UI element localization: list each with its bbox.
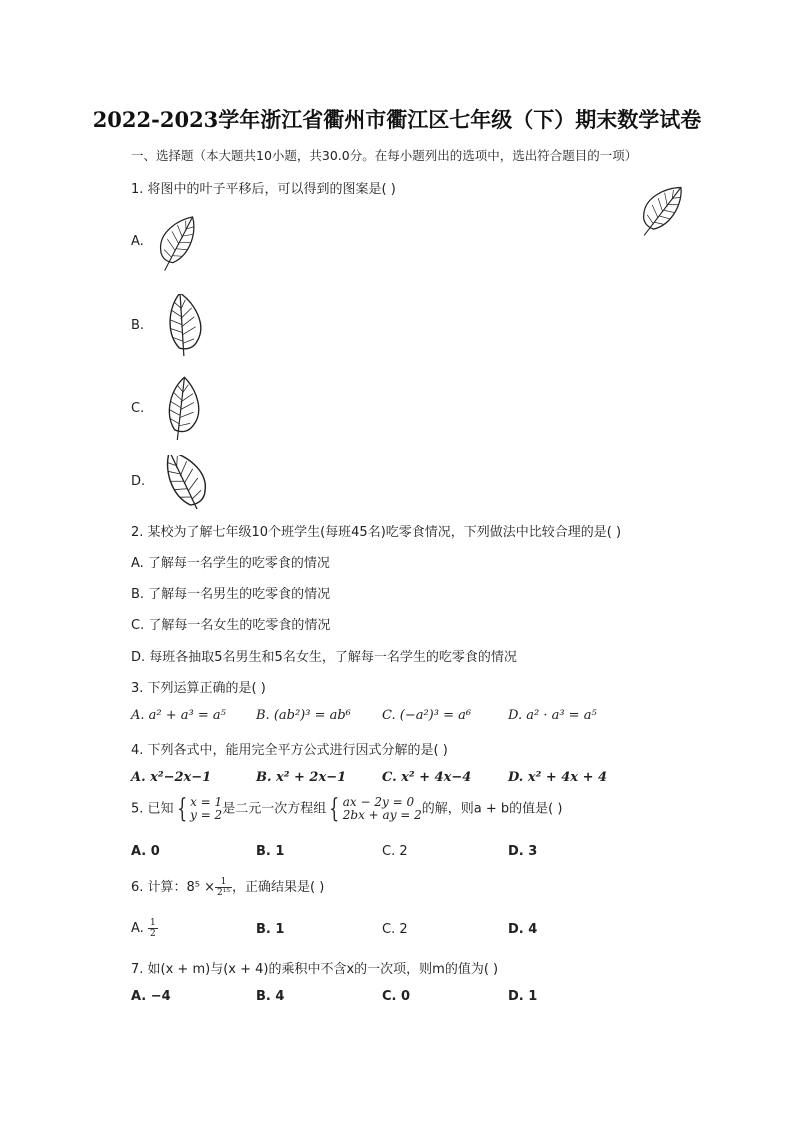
fraction-numerator: 1 [149,918,156,928]
question-3-stem: 3. 下列运算正确的是( ) [131,681,266,696]
question-4-option-b[interactable]: B. x² + 2x−1 [256,770,347,785]
question-5-stem [131,796,562,822]
question-7-option-a[interactable]: A. −4 [131,989,171,1004]
question-1-option-b-label: B. [131,318,145,333]
question-6-option-a[interactable] [131,918,158,939]
question-6-fraction [215,877,232,898]
question-6-option-d[interactable]: D. 4 [508,922,538,937]
option-a-fraction [148,918,158,939]
left-brace-symbol: { [176,794,187,824]
question-4-option-a[interactable]: A. x²−2x−1 [131,770,212,785]
reference-leaf-image [636,178,692,244]
question-1-option-c-leaf[interactable] [150,376,210,440]
question-2-stem: 2. 某校为了解七年级10个班学生(每班45名)吃零食情况，下列做法中比较合理的是( ) [131,525,622,540]
question-7-option-b[interactable]: B. 4 [256,989,285,1004]
question-4-option-d[interactable]: D. x² + 4x + 4 [508,770,608,785]
solution-x: x = 1 [190,795,223,809]
question-1-option-d-leaf[interactable] [150,455,216,509]
question-5-option-b[interactable]: B. 1 [256,844,285,859]
fraction-numerator: 1 [215,877,232,888]
question-5-equation-system [343,796,422,822]
question-6-stem [131,876,324,898]
question-3-option-c[interactable]: C. (−a²)³ = a⁶ [382,708,472,723]
page-title: 2022-2023学年浙江省衢州市衢江区七年级（下）期末数学试卷 [92,107,702,132]
question-2-option-c[interactable]: C. 了解每一名女生的吃零食的情况 [131,618,331,633]
question-1-stem: 1. 将图中的叶子平移后，可以得到的图案是( ) [131,182,396,197]
question-2-option-a[interactable]: A. 了解每一名学生的吃零食的情况 [131,556,330,571]
question-7-stem: 7. 如(x + m)与(x + 4)的乘积中不含x的一次项，则m的值为( ) [131,962,499,977]
question-1-option-a-leaf[interactable] [152,210,208,276]
question-7-option-d[interactable]: D. 1 [508,989,538,1004]
question-5-prefix: 5. 已知 [131,801,174,817]
question-4-option-c[interactable]: C. x² + 4x−4 [382,770,472,785]
question-5-option-a[interactable]: A. 0 [131,844,160,859]
question-6-suffix: ，正确结果是( ) [232,880,325,895]
section-heading: 一、选择题（本大题共10小题，共30.0分。在每小题列出的选项中，选出符合题目的一项） [131,148,638,163]
question-1-option-c-label: C. [131,401,145,416]
question-3-option-d[interactable]: D. a² · a³ = a⁵ [508,708,597,723]
question-6-option-c[interactable]: C. 2 [382,922,408,937]
question-7-option-c[interactable]: C. 0 [382,989,411,1004]
equation-2: 2bx + ay = 2 [342,808,422,822]
question-5-option-c[interactable]: C. 2 [382,844,408,859]
question-5-option-d[interactable]: D. 3 [508,844,538,859]
question-4-stem: 4. 下列各式中，能用完全平方公式进行因式分解的是( ) [131,743,448,758]
question-2-option-b[interactable]: B. 了解每一名男生的吃零食的情况 [131,587,331,602]
option-a-label: A. [131,921,144,936]
question-6-prefix: 6. 计算：8⁵ × [131,880,216,895]
fraction-denominator: 2¹⁵ [217,888,230,898]
fraction-denominator: 2 [149,929,156,939]
question-3-option-a[interactable]: A. a² + a³ = a⁵ [131,708,226,723]
solution-y: y = 2 [190,808,223,822]
equation-1: ax − 2y = 0 [342,795,415,809]
question-1-option-b-leaf[interactable] [150,294,212,356]
question-5-middle: 是二元一次方程组 [222,801,327,817]
question-1-option-d-label: D. [131,474,146,489]
question-3-option-b[interactable]: B. (ab²)³ = ab⁶ [256,708,351,723]
question-5-suffix: 的解，则a + b的值是( ) [421,801,563,817]
left-brace-symbol: { [329,794,340,824]
question-2-option-d[interactable]: D. 每班各抽取5名男生和5名女生，了解每一名学生的吃零食的情况 [131,650,517,665]
question-1-option-a-label: A. [131,234,144,249]
question-5-solution-system [190,796,222,822]
question-6-option-b[interactable]: B. 1 [256,922,285,937]
